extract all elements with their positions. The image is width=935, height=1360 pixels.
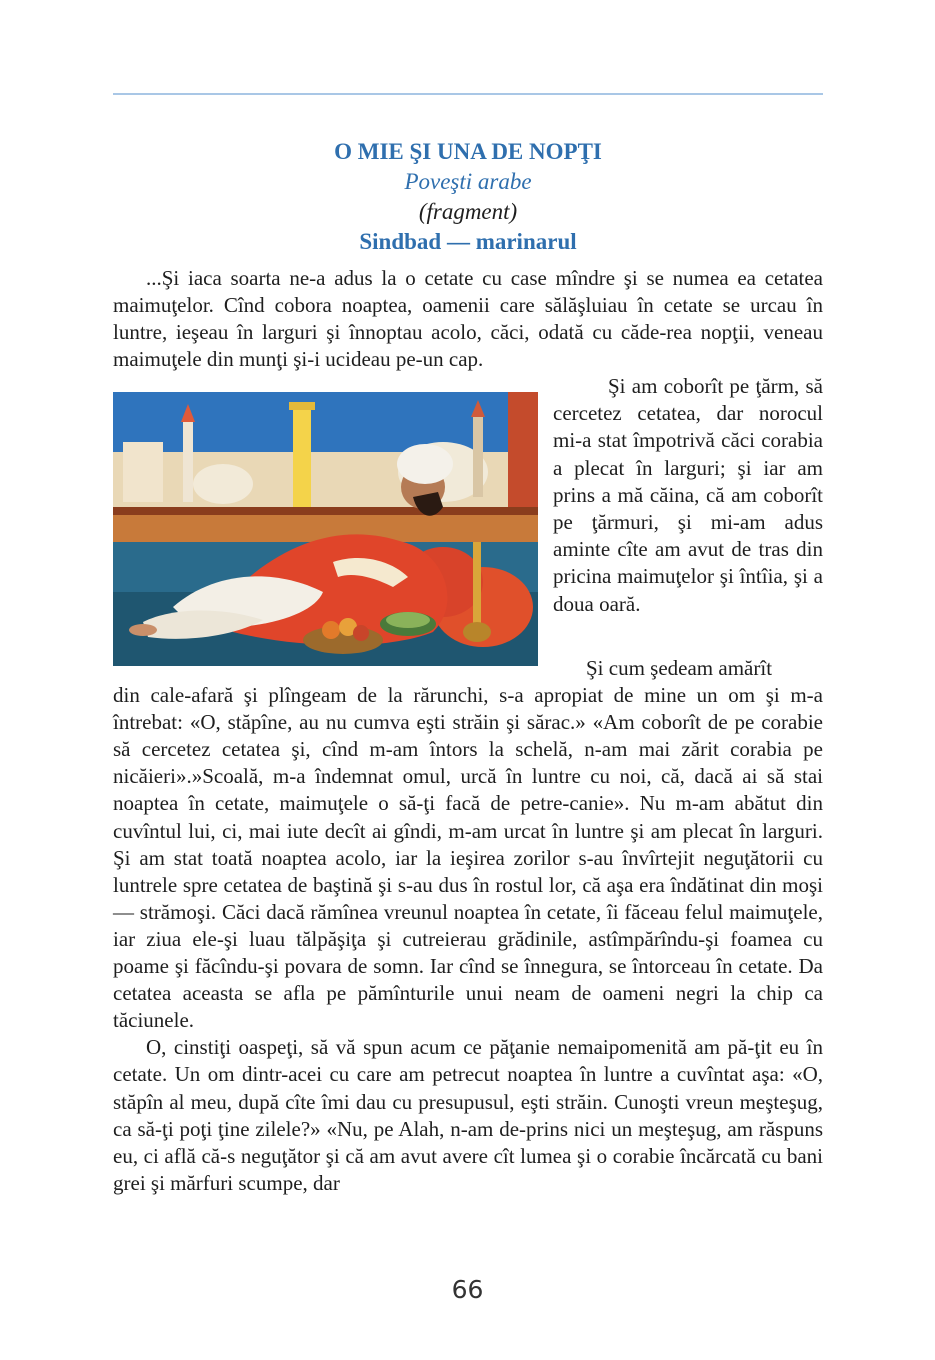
book-subtitle: Poveşti arabe: [404, 169, 532, 194]
paragraph-3-block: [113, 655, 823, 1197]
paragraph-2: Şi am coborît pe ţărm, să cercetez cetatea, dar norocul mi-a stat împotrivă căci corabia a plecat în larguri; şi iar am prins a mă căina, că am coborît pe ţărmuri, şi mi-am adus aminte cîte am avut de tras din pricina maimuţelor şi întîia, şi a doua oară.: [553, 374, 823, 616]
page-number: 66: [451, 1275, 484, 1304]
paragraph-1: ...Şi iaca soarta ne-a adus la o cetate cu case mîndre şi se numea ea cetatea maimuţelor. Cînd cobora noaptea, oamenii care sălăşluiau în cetate se urcau în luntre, ieşeau în larguri şi înnoptau acolo, căci, odată cu căde-rea nopţii, veneau maimuţele din munţi şi-i ucideau pe-un cap.: [113, 266, 823, 372]
book-title: O MIE ŞI UNA DE NOPŢI: [334, 139, 602, 164]
sindbad-illustration: [113, 392, 538, 666]
fragment-note: (fragment): [418, 199, 518, 224]
paragraph-3: din cale-afară şi plîngeam de la rărunchi, s-a apropiat de mine un om şi m-a întrebat: «O, stăpîne, au nu cumva eşti străin şi sărac.» «Am coborît de pe corabie să cercetez cetatea şi, cînd m-am întors la schelă, n-am mai zărit corabia pe nicăieri».»Scoală, m-a îndemnat omul, urcă în luntre cu noi, că, dacă ai să stai noaptea în cetate, maimuţele o să-ţi facă de petre-canie». Nu m-am abătut din cuvîntul lui, ci, mai iute decît ai gîndi, m-am urcat în luntre şi am plecat în larguri. Şi am stat toată noaptea acolo, iar la ieşirea zorilor s-au învîrtejit neguţătorii cu luntrele spre cetatea de baştină şi s-au dus în rostul lor, că aşa era îndătinat din moşi — strămoşi. Căci dacă rămînea vreunul noaptea în cetate, îi făceau felul maimuţele, iar ziua ele-şi luau tălpăşiţa şi cutreierau grădinile, astîmpărîndu-şi foamea cu poame şi făcîndu-şi povara de somn. Iar cînd se înnegura, se întorceau în cetate. Da cetatea aceasta se afla pe pămînturile unui neam de oameni negri la chip ca tăciunele.: [113, 683, 823, 1033]
header-rule: [113, 93, 823, 95]
title-block: [113, 137, 823, 257]
side-text-column: [553, 373, 823, 618]
story-title: Sindbad — marinarul: [359, 229, 577, 254]
paragraph-1-block: [113, 265, 823, 373]
paragraph-4: O, cinstiţi oaspeţi, să vă spun acum ce păţanie nemaipomenită am pă-ţit eu în cetate. Un om dintr-acei cu care am petrecut noaptea în luntre a cuvîntat aşa: «O, stăpîn al meu, după cîte îmi dau cu presupusul, eşti străin. Cunoşti vreun meşteşug, ca să-ţi poţi ţine zilele?» «Nu, pe Alah, n-am de-prins nici un meşteşug, am răspuns eu, ci află că-s neguţător şi că am avut avere cît lumea şi o corabie încărcată cu bani grei şi mărfuri scumpe, dar: [113, 1035, 823, 1195]
paragraph-3-head: Şi cum şedeam amărît: [586, 656, 773, 680]
